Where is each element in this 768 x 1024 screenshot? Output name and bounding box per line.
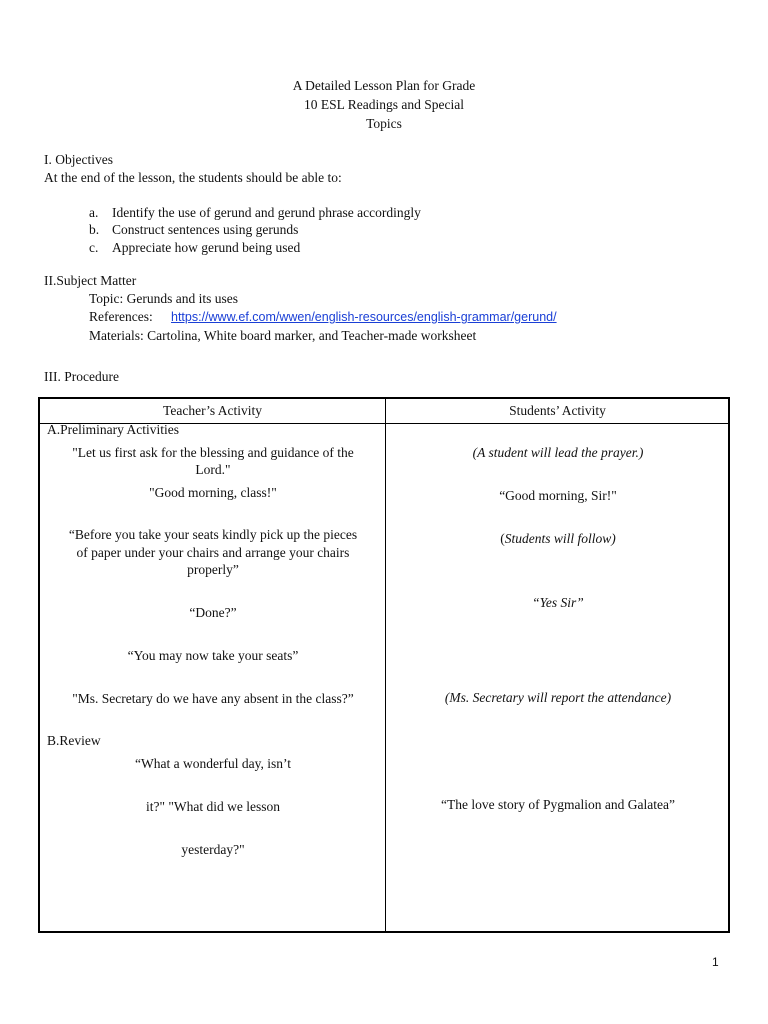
section-review: B.Review <box>47 733 101 748</box>
subject-materials: Materials: Cartolina, White board marker, and Teacher-made worksheet <box>89 328 477 343</box>
students-follow-text: Students will follow) <box>504 531 616 546</box>
subject-topic: Topic: Gerunds and its uses <box>89 291 239 306</box>
subject-matter-heading: II.Subject Matter <box>44 273 137 288</box>
teacher-review-line-1: “What a wonderful day, isn’t <box>135 756 291 771</box>
header-students-activity: Students’ Activity <box>509 403 606 418</box>
teacher-absent-question: "Ms. Secretary do we have any absent in the class?” <box>72 691 354 706</box>
page-number: 1 <box>712 955 719 969</box>
section-preliminary-activities: A.Preliminary Activities <box>47 422 179 437</box>
students-attendance: (Ms. Secretary will report the attendance) <box>444 690 672 705</box>
students-greeting: “Good morning, Sir!" <box>499 488 617 503</box>
students-follow <box>388 530 728 547</box>
teacher-take-seats: “You may now take your seats” <box>127 648 299 663</box>
objective-marker: a. <box>89 205 99 220</box>
objective-marker: c. <box>89 240 99 255</box>
objective-item: Appreciate how gerund being used <box>112 240 301 255</box>
teacher-review-line-3: yesterday?" <box>181 842 245 857</box>
objectives-intro: At the end of the lesson, the students should be able to: <box>44 170 342 185</box>
students-review-answer: “The love story of Pygmalion and Galatea” <box>441 797 675 812</box>
objective-item: Construct sentences using gerunds <box>112 222 299 237</box>
subject-references-label: References: <box>89 309 153 324</box>
teacher-chairs-line-2: of paper under your chairs and arrange your chairs <box>76 545 350 560</box>
teacher-greeting: "Good morning, class!" <box>149 485 277 500</box>
teacher-prayer-line-2: Lord." <box>195 462 231 477</box>
references-link[interactable]: https://www.ef.com/wwen/english-resources/english-grammar/gerund/ <box>171 310 557 324</box>
title-line-2: 10 ESL Readings and Special <box>304 97 464 112</box>
title-line-1: A Detailed Lesson Plan for Grade <box>292 78 476 93</box>
students-yes-sir: “Yes Sir” <box>532 595 584 610</box>
objectives-heading: I. Objectives <box>44 152 113 167</box>
objective-marker: b. <box>89 222 100 237</box>
objective-item: Identify the use of gerund and gerund phrase accordingly <box>112 205 421 220</box>
header-teacher-activity: Teacher’s Activity <box>163 403 262 418</box>
procedure-heading: III. Procedure <box>44 369 119 384</box>
column-divider <box>385 399 386 931</box>
teacher-chairs-line-1: “Before you take your seats kindly pick up the pieces <box>68 527 358 542</box>
teacher-done: “Done?” <box>189 605 237 620</box>
teacher-chairs-line-3: properly” <box>187 562 239 577</box>
procedure-table <box>38 397 730 933</box>
students-prayer: (A student will lead the prayer.) <box>472 445 644 460</box>
teacher-review-line-2: it?" "What did we lesson <box>146 799 280 814</box>
teacher-prayer-line-1: "Let us first ask for the blessing and guidance of the <box>72 445 354 460</box>
title-line-3: Topics <box>366 116 402 131</box>
students-follow-paren: ( <box>500 531 505 546</box>
